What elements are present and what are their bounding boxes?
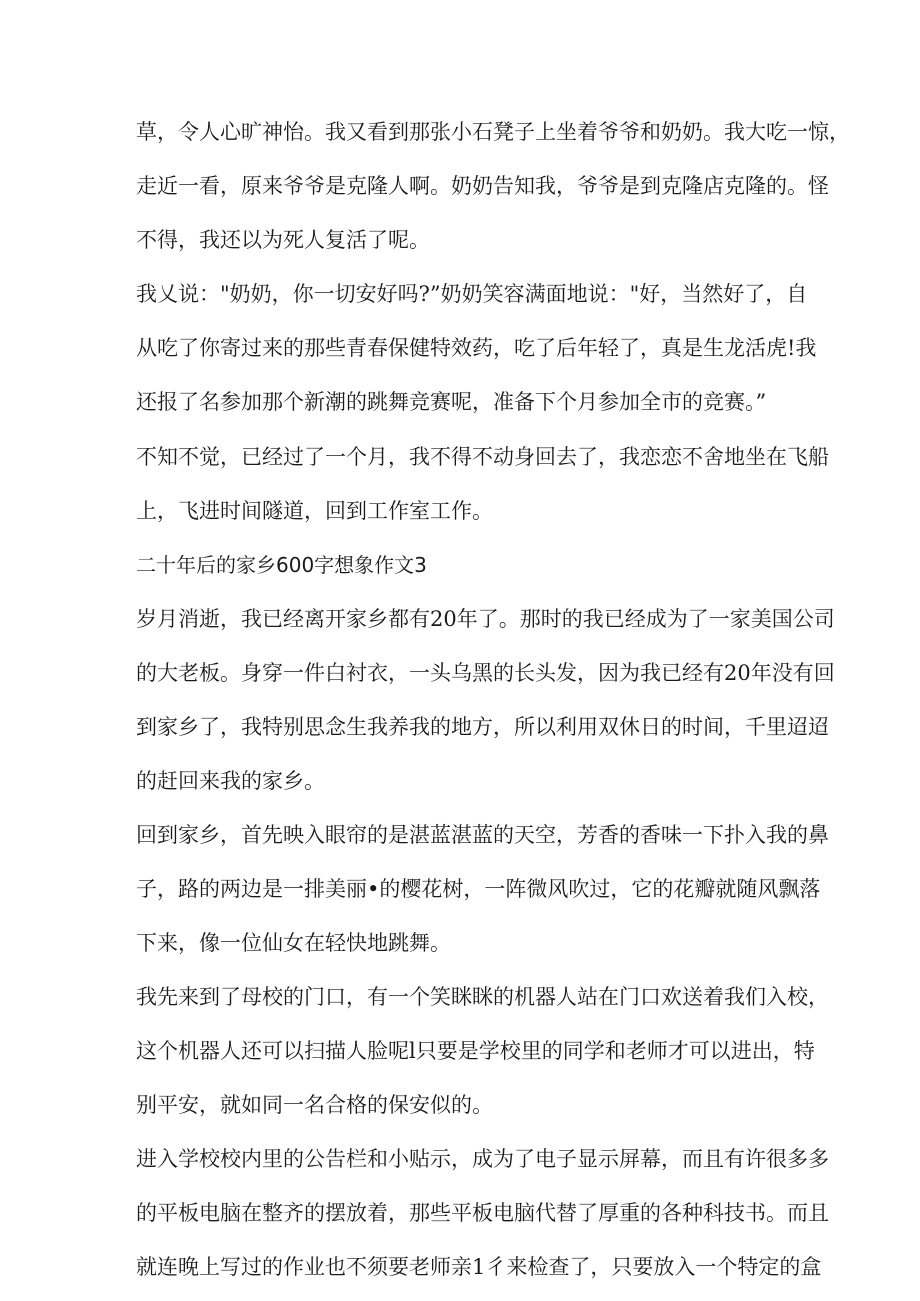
- text-line: 就连晚上写过的作业也不须要老师亲1彳来检查了，只要放入一个特定的盒: [136, 1255, 822, 1279]
- text-line: 别平安，就如同一名合格的保安似的。: [136, 1093, 493, 1117]
- text-line: 还报了名参加那个新潮的跳舞竞赛呢，准备下个月参加全市的竞赛。”: [136, 390, 767, 414]
- text-line: 到家乡了，我特别思念生我养我的地方，所以利用双休日的时间，千里迢迢: [136, 715, 829, 739]
- text-line: 的大老板。身穿一件白衬衣，一头乌黑的长头发，因为我已经有20年没有回: [136, 661, 835, 685]
- text-line: 不得，我还以为死人复活了呢。: [136, 228, 430, 252]
- text-line: 这个机器人还可以扫描人脸呢l只要是学校里的同学和老师才可以进出，特: [136, 1039, 815, 1063]
- text-line: 的平板电脑在整齐的摆放着，那些平板电脑代替了厚重的各种科技书。而且: [136, 1201, 829, 1225]
- text-line: 我先来到了母校的门口，有一个笑眯眯的机器人站在门口欢送着我们入校，: [136, 985, 829, 1009]
- text-line: 从吃了你寄过来的那些青春保健特效药，吃了后年轻了，真是生龙活虎!我: [136, 336, 817, 360]
- text-line: 下来，像一位仙女在轻快地跳舞。: [136, 931, 451, 955]
- text-line: 的赶回来我的家乡。: [136, 769, 325, 793]
- section-heading: 二十年后的家乡600字想象作文3: [136, 553, 427, 577]
- text-line: 不知不觉，已经过了一个月，我不得不动身回去了，我恋恋不舍地坐在飞船: [136, 445, 829, 469]
- text-line: 走近一看，原来爷爷是克隆人啊。奶奶告知我，爷爷是到克隆店克隆的。怪: [136, 174, 829, 198]
- text-line: 我乂说："奶奶，你一切安好吗?”奶奶笑容满面地说："好，当然好了，自: [136, 282, 808, 306]
- text-line: 草，令人心旷神怡。我又看到那张小石凳子上坐着爷爷和奶奶。我大吃一惊，: [136, 120, 850, 144]
- text-line: 回到家乡，首先映入眼帘的是湛蓝湛蓝的天空，芳香的香味一下扑入我的鼻: [136, 823, 829, 847]
- text-line: 子，路的两边是一排美丽•的樱花树，一阵微风吹过，它的花瓣就随风飘落: [136, 877, 821, 901]
- text-line: 岁月消逝，我已经离开家乡都有20年了。那时的我已经成为了一家美国公司: [136, 607, 835, 631]
- text-line: 上，飞进时间隧道，回到工作室工作。: [136, 499, 493, 523]
- text-line: 进入学校校内里的公告栏和小贴示，成为了电子显示屏幕，而且有许很多多: [136, 1147, 829, 1171]
